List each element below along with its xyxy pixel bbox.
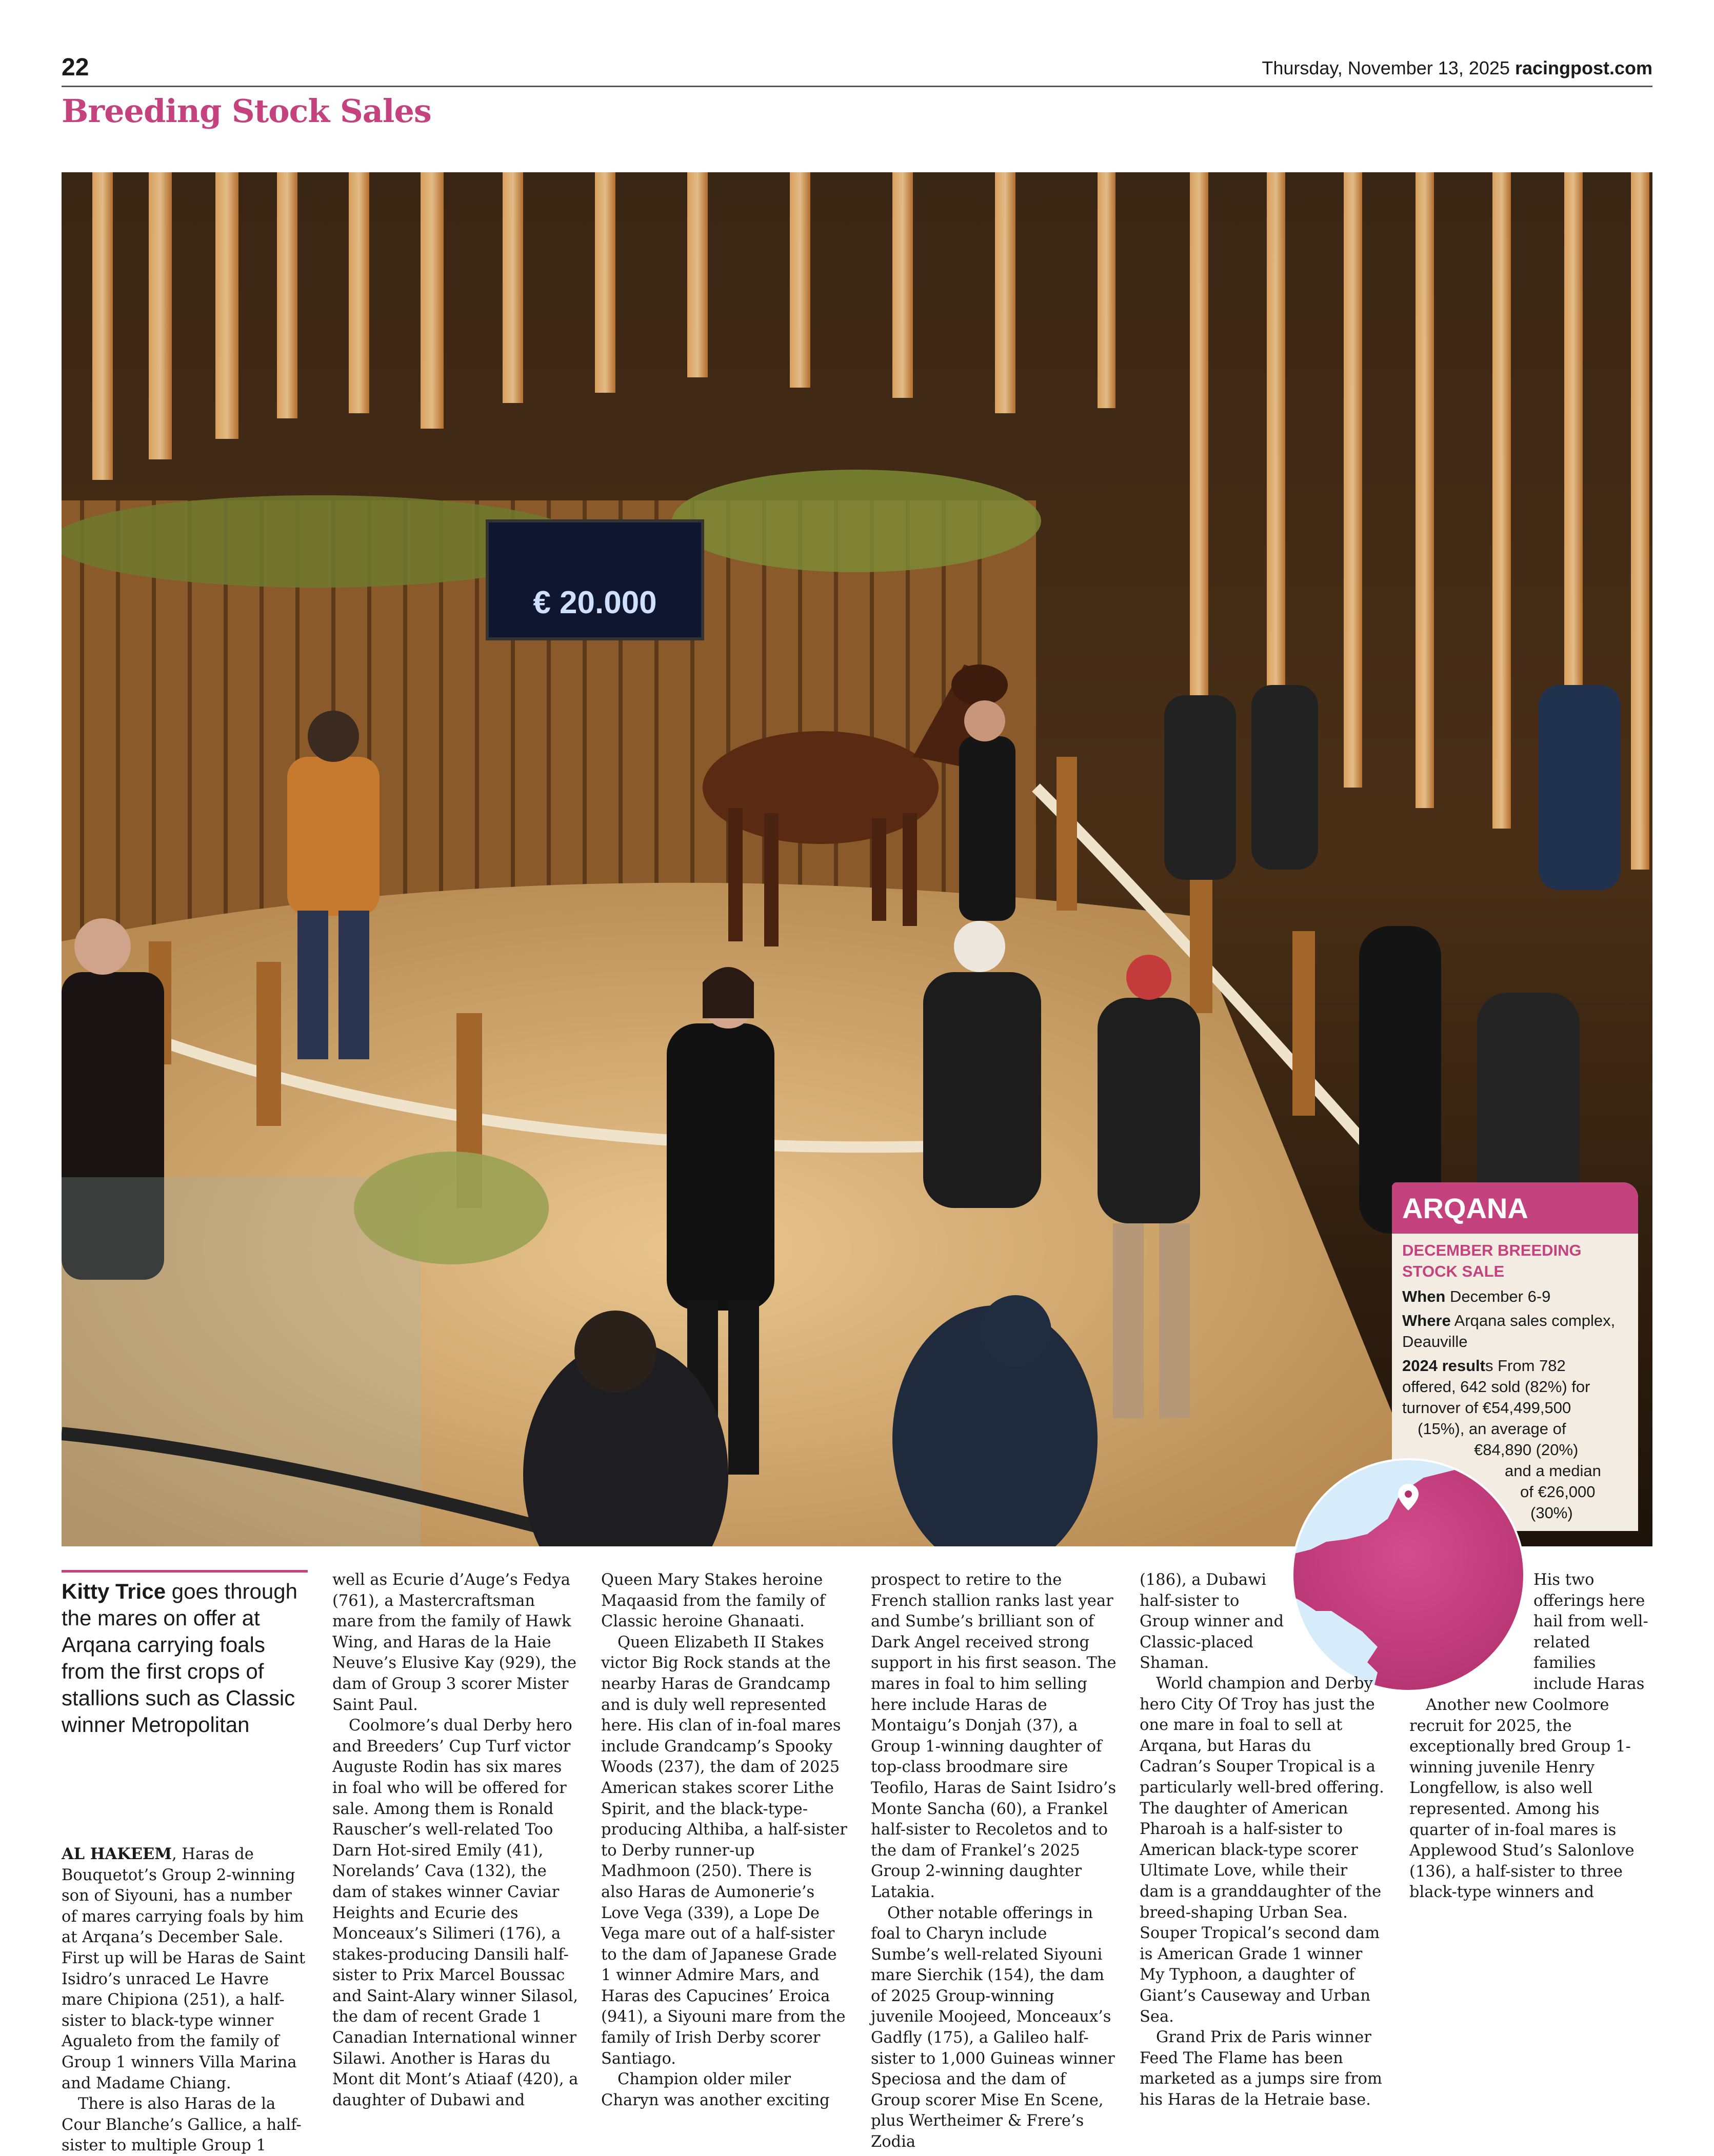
article-column-6-top	[1533, 1570, 1652, 1695]
results-label: 2024 result	[1402, 1357, 1485, 1375]
paragraph: Coolmore’s dual Derby hero and Breeders’ Cup Turf victor Auguste Rodin has six mares in foal who will be offered for sale. Among them is Ronald Rauscher’s well-related Too Darn Hot-sired Emily (41), Norelands’ Cava (132), the dam of stakes winner Caviar Heights and Ecurie des Monceaux’s Silimeri (176), a stakes-producing Dansili half-sister to Prix Marcel Boussac and Saint-Alary winner Silasol, the dam of recent Grade 1 Canadian International winner Silawi. Another is Haras du Mont dit Mont’s Atiaaf (420), a daughter of Dubawi and	[332, 1717, 579, 2109]
paragraph: There is also Haras de la Cour Blanche’s Gallice, a half-sister to multiple Group 1	[62, 2095, 302, 2155]
header-site: racingpost.com	[1514, 57, 1652, 78]
info-when	[1402, 1286, 1628, 1307]
info-box-subtitle: DECEMBER BREEDING STOCK SALE	[1402, 1241, 1582, 1280]
article-column-5	[1140, 1570, 1293, 1674]
location-map	[1290, 1457, 1526, 1693]
header-date: Thursday, November 13, 2025	[1262, 57, 1510, 78]
paragraph: World champion and Derby hero City Of Troy has just the one mare in foal to sell at Arqana, but Haras du Cadran’s Souper Tropical is a particularly well-bred offering. The daughter of American Pharoah is a half-sister to American black-type scorer Ultimate Love, while their dam is a granddaughter of the breed-shaping Urban Sea. Souper Tropical’s second dam is American Grade 1 winner My Typhoon, a daughter of Giant’s Causeway and Urban Sea.	[1140, 1675, 1384, 2026]
results-line: and a median	[1505, 1462, 1601, 1480]
article-column-3	[601, 1570, 848, 2111]
page-header	[62, 53, 1652, 87]
paragraph: Another new Coolmore recruit for 2025, the exceptionally bred Group 1-winning juvenile Henry Longfellow, is also well represented. Among his quarter of in-foal mares is Applewood Stud’s Salonlove (136), a half-sister to three black-type winners and	[1409, 1696, 1635, 1902]
intro-rule	[62, 1570, 308, 1573]
paragraph: Queen Mary Stakes heroine Maqaasid from the family of Classic heroine Ghanaati.	[601, 1571, 825, 1631]
paragraph: (186), a Dubawi half-sister to Group winner and Classic-placed Shaman.	[1140, 1571, 1284, 1673]
article-column-4	[871, 1570, 1118, 2153]
intro-text: goes through the mares on offer at Arqana carrying foals from the first crops of stallions such as Classic winner Metropolitan	[62, 1579, 297, 1737]
article-column-1	[62, 1844, 308, 2156]
page-number: 22	[62, 54, 89, 81]
paragraph: well as Ecurie d’Auge’s Fedya (761), a Mastercraftsman mare from the family of Hawk Wing, and Haras de la Haie Neuve’s Elusive Kay (929), the dam of Group 3 scorer Mister Saint Paul.	[332, 1571, 576, 1714]
results-line: offered, 642 sold (82%) for	[1402, 1378, 1590, 1396]
when-label: When	[1402, 1287, 1446, 1305]
paragraph: Queen Elizabeth II Stakes victor Big Rock stands at the nearby Haras de Grandcamp and is duly well represented here. His clan of in-foal mares include Grandcamp’s Spooky Woods (237), the dam of 2025 American stakes scorer Lithe Spirit, and the black-type-producing Althiba, a half-sister to Derby runner-up Madhmoon (250). There is also Haras de Aumonerie’s Love Vega (339), a Lope De Vega mare out of a half-sister to the dam of Japanese Grade 1 winner Admire Mars, and Haras des Capucines’ Eroica (941), a Siyouni mare from the family of Irish Derby scorer Santiago.	[601, 1633, 847, 2068]
section-title: Breeding Stock Sales	[62, 92, 431, 130]
paragraph: prospect to retire to the French stallion ranks last year and Sumbe’s brilliant son of Dark Angel received strong support in his first season. The mares in foal to him selling here include Haras de Montaigu’s Donjah (37), a Group 1-winning daughter of top-class broodmare sire Teofilo, Haras de Saint Isidro’s Monte Sancha (60), a Frankel half-sister to Recoletos and to the dam of Frankel’s 2025 Group 2-winning daughter Latakia.	[871, 1571, 1117, 1901]
paragraph-text: , Haras de Bouquetot’s Group 2-winning son of Siyouni, has a number of mares carrying foals by him at Arqana’s December Sale. First up will be Haras de Saint Isidro’s unraced Le Havre mare Chipiona (251), a half-sister to black-type winner Agualeto from the family of Group 1 winners Villa Marina and Madame Chiang.	[62, 1845, 306, 2092]
article-column-5-lower	[1140, 1674, 1386, 2110]
header-dateline	[1262, 57, 1652, 79]
paragraph: Grand Prix de Paris winner Feed The Flame has been marketed as a jumps sire from his Haras de la Hetraie base.	[1140, 2028, 1382, 2109]
paragraph: Champion older miler Charyn was another exciting	[601, 2070, 830, 2109]
info-box-title: ARQANA	[1392, 1182, 1638, 1234]
article-column-2	[332, 1570, 580, 2111]
paragraph: His two offerings here hail from well-related families include Haras	[1533, 1571, 1648, 1693]
author-name: Kitty Trice	[62, 1579, 166, 1603]
results-line: €84,890 (20%)	[1474, 1441, 1579, 1459]
info-where	[1402, 1310, 1628, 1352]
paragraph-lead: AL HAKEEM	[62, 1845, 172, 1863]
results-line: s From 782	[1485, 1357, 1566, 1375]
where-label: Where	[1402, 1312, 1451, 1329]
results-line: of €26,000	[1520, 1483, 1596, 1501]
results-line: (30%)	[1530, 1504, 1573, 1522]
paragraph	[62, 1844, 308, 2094]
results-line: (15%), an average of	[1418, 1420, 1566, 1438]
where-value: Arqana sales complex, Deauville	[1402, 1312, 1616, 1351]
results-line: turnover of €54,499,500	[1402, 1399, 1571, 1417]
when-value: December 6-9	[1450, 1287, 1551, 1305]
paragraph: Other notable offerings in foal to Charyn include Sumbe’s well-related Siyouni mare Sierchik (154), the dam of 2025 Group-winning juvenile Moojeed, Monceaux’s Gadfly (175), a Galileo half-sister to 1,000 Guineas winner Speciosa and the dam of Group scorer Mise En Scene, plus Wertheimer & Frere’s Zodia	[871, 1904, 1115, 2151]
article-column-6	[1409, 1695, 1652, 1903]
price-board-text: € 20.000	[533, 585, 657, 620]
article-intro	[62, 1578, 308, 1738]
